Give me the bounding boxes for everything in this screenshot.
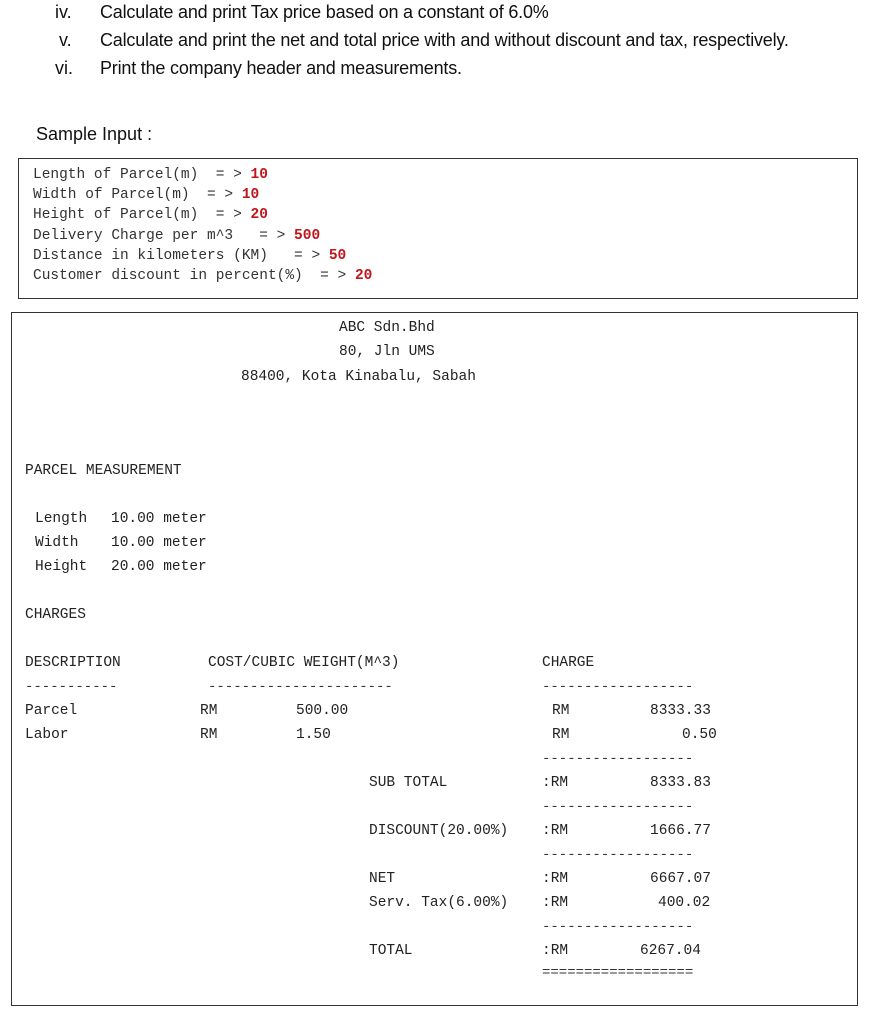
list-number: iv. — [55, 2, 72, 22]
input-label: Customer discount in percent(%) = > — [33, 268, 355, 284]
total-label: TOTAL — [369, 943, 413, 959]
input-value: 500 — [294, 228, 321, 244]
list-number: v. — [59, 30, 72, 50]
subtotal-currency: :RM — [542, 775, 569, 791]
total-currency: :RM — [542, 943, 569, 959]
column-header-charge: CHARGE — [542, 655, 595, 671]
column-header-cost: COST/CUBIC WEIGHT(M^3) — [208, 655, 400, 671]
net-currency: :RM — [542, 871, 569, 887]
discount-value: 1666.77 — [650, 823, 711, 839]
input-value: 20 — [250, 207, 268, 223]
list-item-text: Calculate and print the net and total price with and without discount and tax, respectively. — [100, 30, 789, 50]
subtotal-value: 8333.83 — [650, 775, 711, 791]
measurement-label: Length — [35, 511, 88, 527]
row-description: Parcel — [25, 703, 78, 719]
divider: ----------- — [25, 679, 118, 695]
charges-heading: CHARGES — [25, 607, 86, 623]
input-line — [33, 248, 346, 264]
tax-currency: :RM — [542, 895, 569, 911]
input-line — [33, 207, 268, 223]
tax-value: 400.02 — [658, 895, 711, 911]
input-value: 20 — [354, 268, 373, 284]
row-cost: 1.50 — [296, 727, 331, 743]
measurement-label: Height — [35, 559, 88, 575]
input-line — [33, 187, 259, 203]
input-line — [33, 228, 320, 244]
row-charge: 0.50 — [682, 727, 717, 743]
input-value: 10 — [241, 187, 260, 203]
input-label: Delivery Charge per m^3 = > — [33, 228, 295, 244]
net-label: NET — [369, 871, 396, 887]
double-divider: ================== — [542, 965, 694, 981]
row-currency: RM — [552, 727, 570, 743]
company-address-line: 80, Jln UMS — [339, 344, 435, 360]
list-item-text: Calculate and print Tax price based on a constant of 6.0% — [100, 2, 549, 22]
row-currency: RM — [200, 703, 218, 719]
column-header-description: DESCRIPTION — [25, 655, 121, 671]
divider: ------------------ — [542, 751, 694, 767]
sample-output-box — [11, 312, 858, 1006]
total-value: 6267.04 — [640, 943, 701, 959]
company-address-line: 88400, Kota Kinabalu, Sabah — [241, 369, 476, 385]
tax-label: Serv. Tax(6.00%) — [369, 895, 509, 911]
row-currency: RM — [200, 727, 218, 743]
input-line — [33, 167, 268, 183]
list-number: vi. — [55, 58, 73, 78]
discount-label: DISCOUNT(20.00%) — [369, 823, 509, 839]
divider: ------------------ — [542, 919, 694, 935]
company-name: ABC Sdn.Bhd — [339, 320, 435, 336]
measurement-label: Width — [35, 535, 79, 551]
subtotal-label: SUB TOTAL — [369, 775, 448, 791]
input-line — [33, 268, 372, 284]
input-label: Length of Parcel(m) = > — [33, 167, 251, 183]
divider: ---------------------- — [208, 679, 393, 695]
input-label: Distance in kilometers (KM) = > — [33, 248, 329, 264]
row-charge: 8333.33 — [650, 703, 711, 719]
divider: ------------------ — [542, 847, 694, 863]
measurement-value: 10.00 meter — [111, 535, 207, 551]
list-item-text: Print the company header and measurements. — [100, 58, 462, 78]
measurement-value: 10.00 meter — [111, 511, 207, 527]
row-cost: 500.00 — [296, 703, 349, 719]
input-label: Width of Parcel(m) = > — [33, 187, 242, 203]
input-label: Height of Parcel(m) = > — [33, 207, 251, 223]
sample-input-box — [18, 158, 858, 299]
discount-currency: :RM — [542, 823, 569, 839]
input-value: 50 — [328, 248, 347, 264]
divider: ------------------ — [542, 799, 694, 815]
input-value: 10 — [250, 167, 268, 183]
measurement-value: 20.00 meter — [111, 559, 207, 575]
divider: ------------------ — [542, 679, 694, 695]
measurement-heading: PARCEL MEASUREMENT — [25, 463, 182, 479]
row-currency: RM — [552, 703, 570, 719]
net-value: 6667.07 — [650, 871, 711, 887]
row-description: Labor — [25, 727, 69, 743]
sample-input-heading: Sample Input : — [36, 124, 153, 144]
